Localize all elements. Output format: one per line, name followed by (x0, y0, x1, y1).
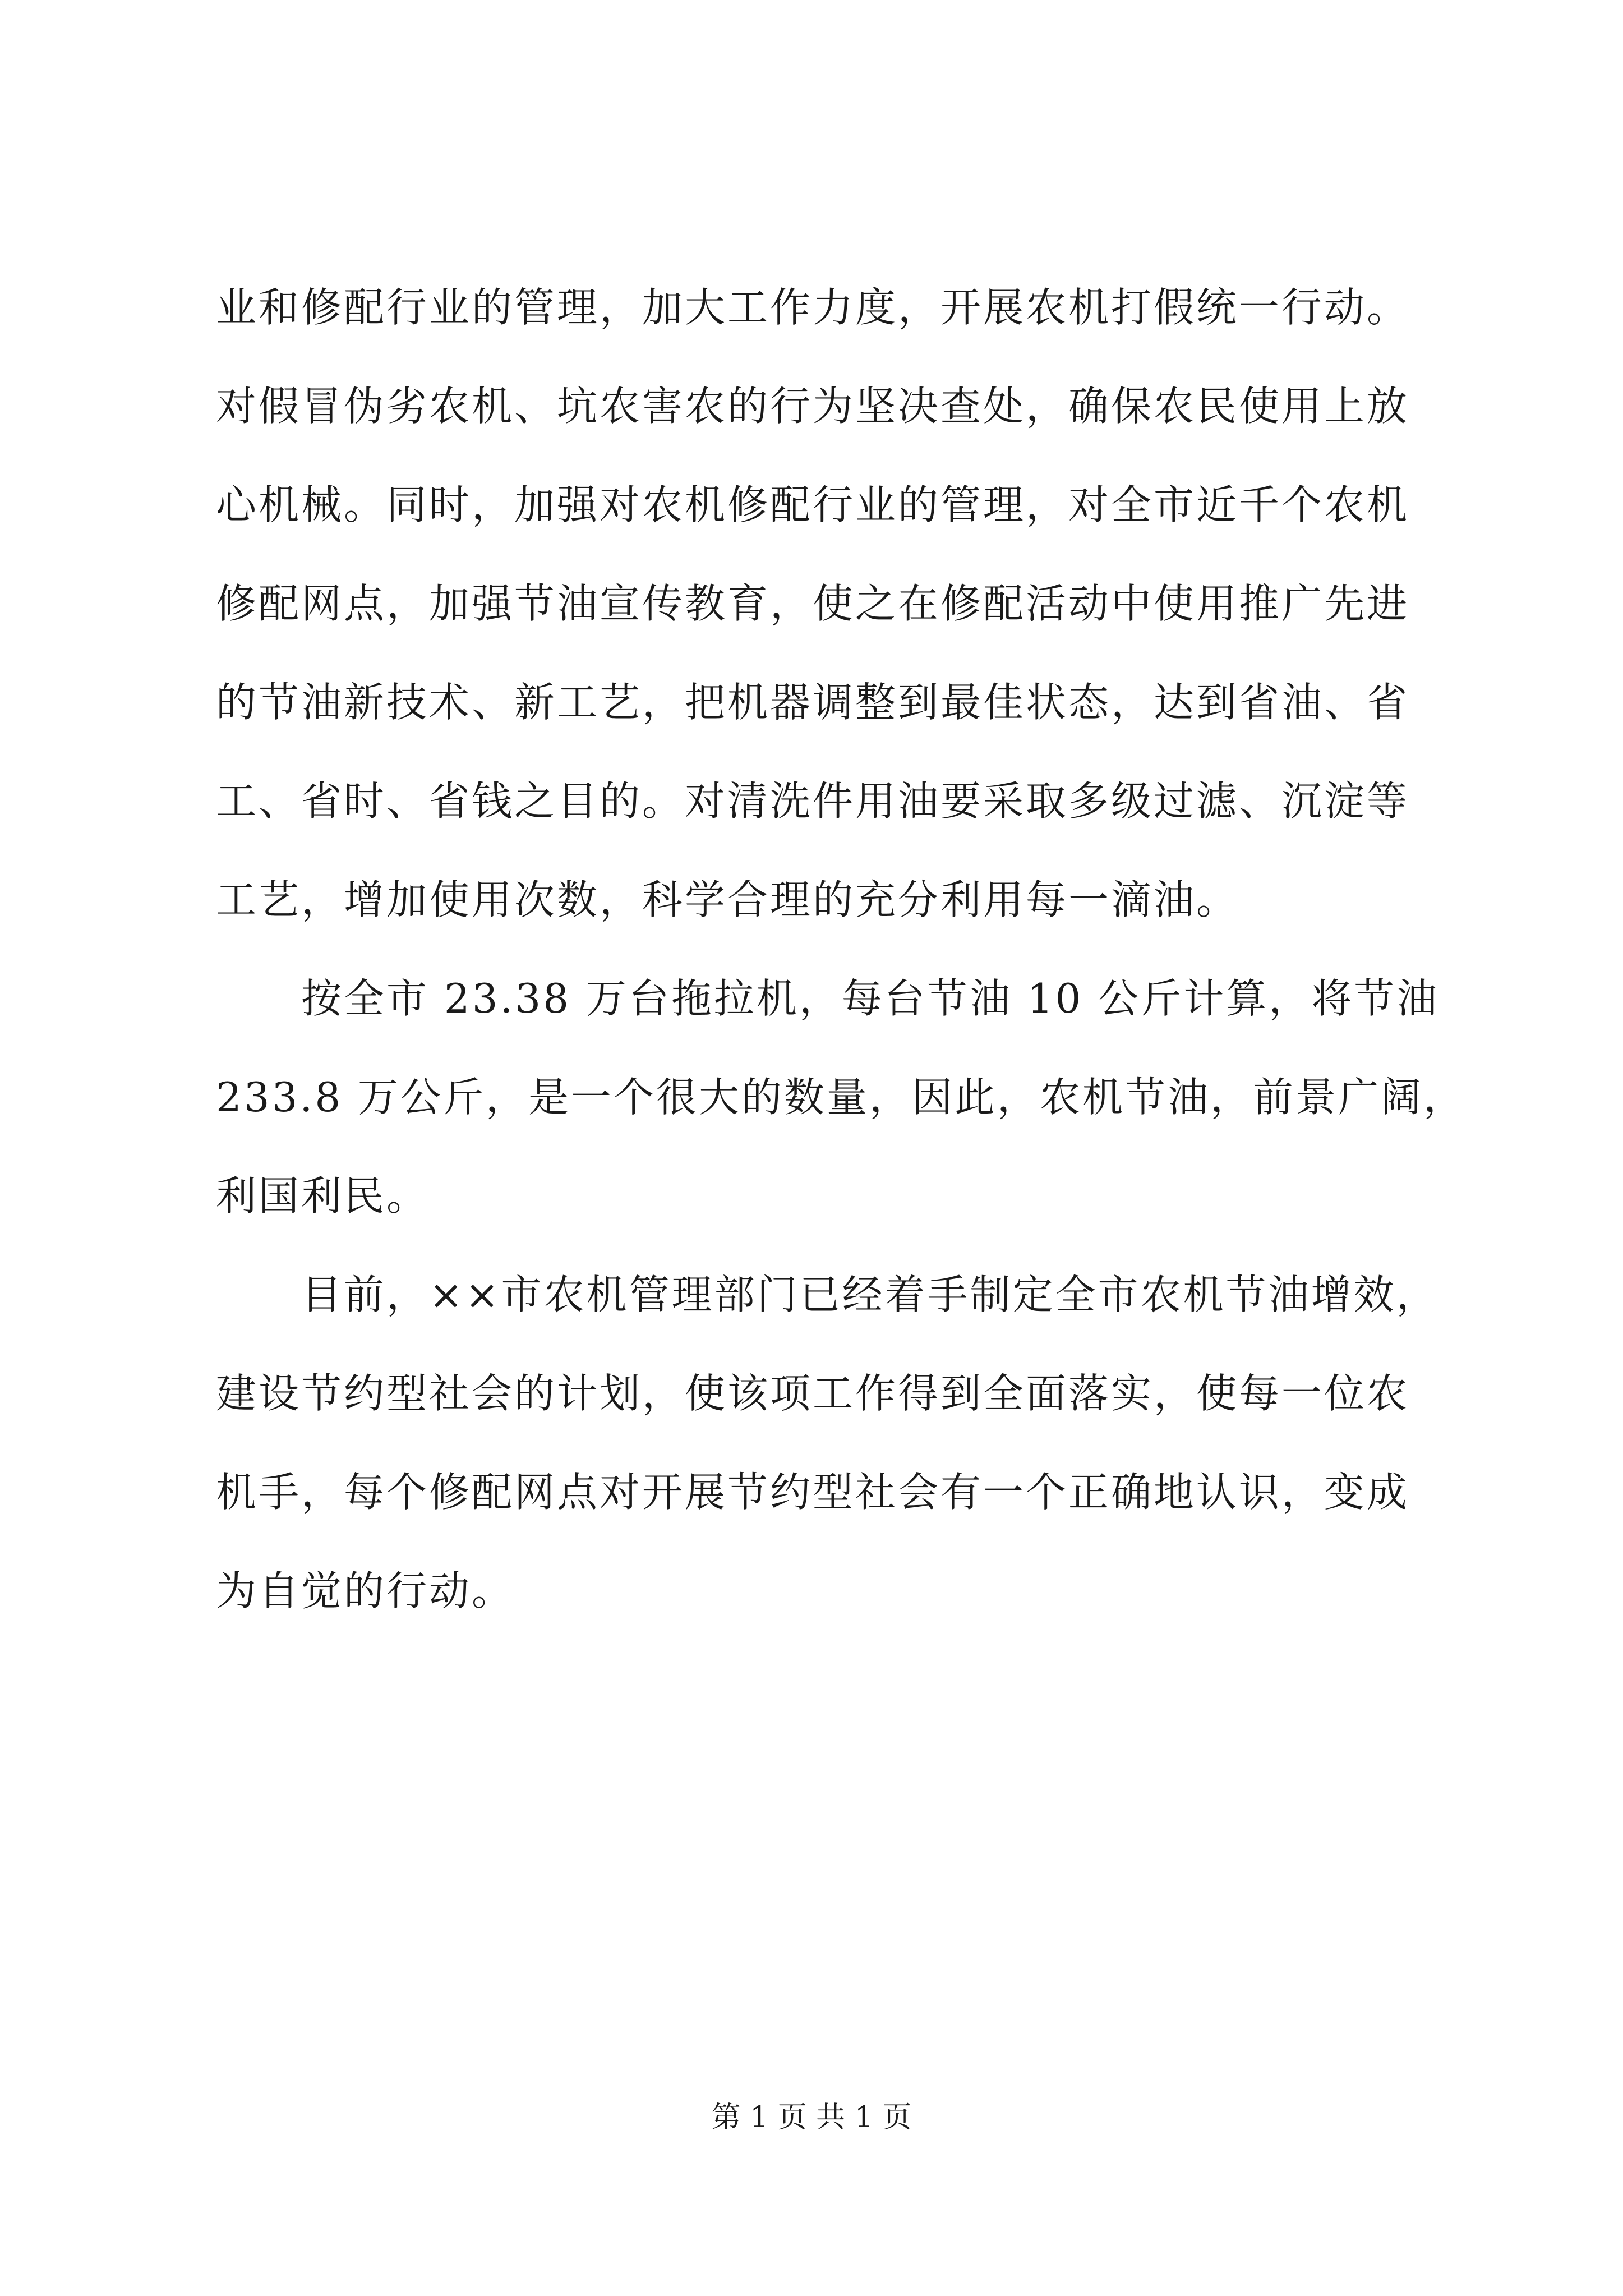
text-line: 为自觉的行动。 (216, 1567, 515, 1614)
text-line: 利国利民。 (216, 1172, 430, 1220)
text-line: 机手，每个修配网点对开展节约型社会有一个正确地认识，变成 (216, 1469, 1410, 1516)
page-number-footer: 第 1 页 共 1 页 (711, 2101, 912, 2134)
document-body (216, 258, 1467, 1640)
text-line: 工艺，增加使用次数，科学合理的充分利用每一滴油。 (216, 876, 1239, 923)
text-line: 对假冒伪劣农机、坑农害农的行为坚决查处，确保农民使用上放 (216, 383, 1410, 430)
text-line: 233.8 万公斤，是一个很大的数量，因此，农机节油，前景广阔， (216, 1074, 1467, 1121)
text-line: 工、省时、省钱之目的。对清洗件用油要采取多级过滤、沉淀等 (216, 777, 1410, 825)
text-line: 按全市 23.38 万台拖拉机，每台节油 10 公斤计算，将节油 (216, 975, 1440, 1022)
text-line: 目前，××市农机管理部门已经着手制定全市农机节油增效， (216, 1271, 1439, 1318)
text-line: 业和修配行业的管理，加大工作力度，开展农机打假统一行动。 (216, 284, 1410, 331)
text-line: 心机械。同时，加强对农机修配行业的管理，对全市近千个农机 (216, 481, 1410, 528)
text-line: 修配网点，加强节油宣传教育，使之在修配活动中使用推广先进 (216, 580, 1410, 627)
text-line: 建设节约型社会的计划，使该项工作得到全面落实，使每一位农 (216, 1370, 1410, 1417)
text-line: 的节油新技术、新工艺，把机器调整到最佳状态，达到省油、省 (216, 679, 1410, 726)
